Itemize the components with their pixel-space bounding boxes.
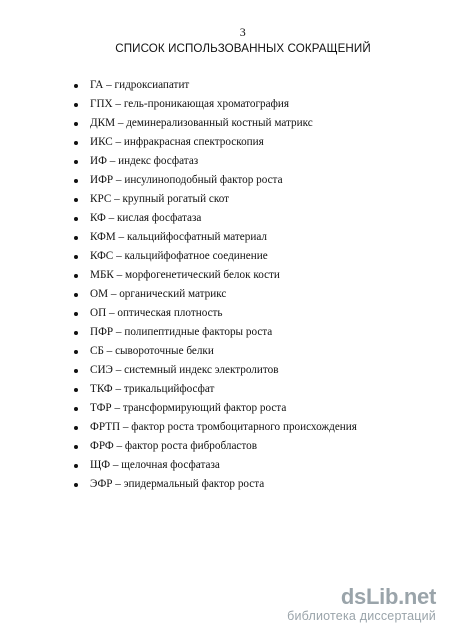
abbreviation-entry: ИКС – инфракрасная спектроскопия [90,136,264,148]
list-item [72,114,357,133]
list-item [72,76,357,95]
bullet-icon [74,217,78,221]
abbreviation-entry: ОП – оптическая плотность [90,307,223,319]
bullet-icon [74,331,78,335]
bullet-icon [74,160,78,164]
bullet-icon [74,293,78,297]
list-item [72,190,357,209]
page-title: СПИСОК ИСПОЛЬЗОВАННЫХ СОКРАЩЕНИЙ [115,42,371,55]
list-item [72,247,357,266]
abbreviation-entry: ДКМ – деминерализованный костный матрикс [90,117,313,129]
abbreviation-entry: ИФ – индекс фосфатаз [90,155,199,167]
list-item [72,209,357,228]
abbreviation-entry: МБК – морфогенетический белок кости [90,269,280,281]
list-item [72,399,357,418]
bullet-icon [74,369,78,373]
abbreviation-entry: СИЭ – системный индекс электролитов [90,364,279,376]
list-item [72,323,357,342]
list-item [72,475,357,494]
page-number: 3 [239,25,247,39]
watermark-logo: dsLib.net [340,584,436,609]
watermark-tagline: библиотека диссертаций [287,609,436,623]
abbreviation-entry: ЭФР – эпидермальный фактор роста [90,478,265,490]
abbreviation-entry: ТКФ – трикальцийфосфат [90,383,215,395]
list-item [72,228,357,247]
abbreviation-entry: КРС – крупный рогатый скот [90,193,230,205]
bullet-icon [74,388,78,392]
list-item [72,133,357,152]
list-item [72,95,357,114]
bullet-icon [74,198,78,202]
bullet-icon [74,236,78,240]
bullet-icon [74,483,78,487]
bullet-icon [74,179,78,183]
list-item [72,304,357,323]
abbreviation-entry: ПФР – полипептидные факторы роста [90,326,273,338]
abbreviation-entry: ИФР – инсулиноподобный фактор роста [90,174,283,186]
abbreviation-entry: ФРФ – фактор роста фибробластов [90,440,258,452]
bullet-icon [74,141,78,145]
bullet-icon [74,445,78,449]
bullet-icon [74,255,78,259]
abbreviation-entry: ЩФ – щелочная фосфатаза [90,459,220,471]
list-item [72,380,357,399]
list-item [72,266,357,285]
list-item [72,437,357,456]
abbreviation-list [72,76,357,494]
abbreviation-entry: ГА – гидроксиапатит [90,79,190,91]
bullet-icon [74,426,78,430]
bullet-icon [74,274,78,278]
bullet-icon [74,464,78,468]
list-item [72,361,357,380]
list-item [72,171,357,190]
abbreviation-entry: ФРТП – фактор роста тромбоцитарного происхождения [90,421,357,433]
abbreviation-entry: ТФР – трансформирующий фактор роста [90,402,287,414]
bullet-icon [74,312,78,316]
list-item [72,152,357,171]
list-item [72,418,357,437]
watermark [287,585,436,624]
abbreviation-entry: КФ – кислая фосфатаза [90,212,202,224]
abbreviation-entry: ОМ – органический матрикс [90,288,227,300]
abbreviation-entry: КФС – кальцийфофатное соединение [90,250,268,262]
bullet-icon [74,350,78,354]
list-item [72,456,357,475]
bullet-icon [74,103,78,107]
list-item [72,342,357,361]
bullet-icon [74,407,78,411]
list-item [72,285,357,304]
abbreviation-entry: ГПХ – гель-проникающая хроматография [90,98,290,110]
abbreviation-entry: СБ – сывороточные белки [90,345,214,357]
bullet-icon [74,84,78,88]
bullet-icon [74,122,78,126]
abbreviation-entry: КФМ – кальцийфосфатный материал [90,231,268,243]
